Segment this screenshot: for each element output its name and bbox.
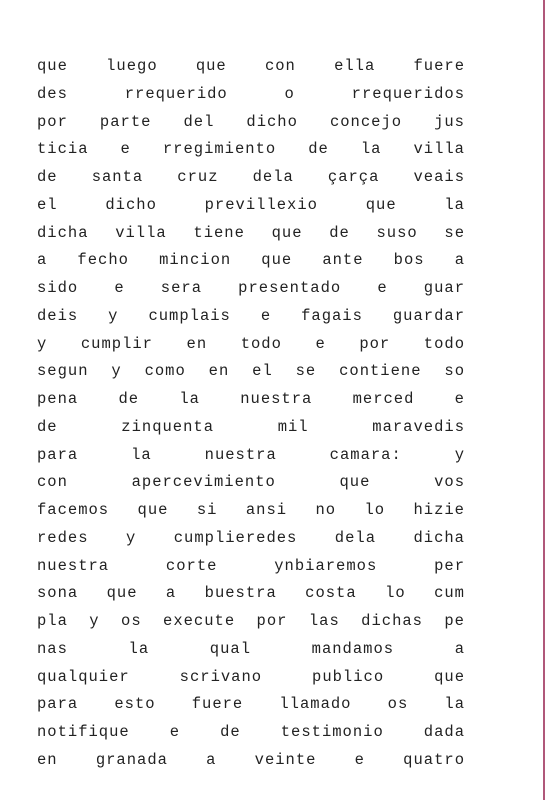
text-line: de zinquenta mil maravedis — [37, 417, 465, 436]
text-line: nuestra corte ynbiaremos per — [37, 556, 465, 575]
text-line: que luego que con ella fuere — [37, 57, 465, 75]
text-line: pena de la nuestra merced e — [37, 390, 465, 408]
text-line: a fecho mincion que ante bos a — [37, 251, 465, 270]
text-line: deis y cumplais e fagais guardar — [37, 306, 465, 325]
text-line: de santa cruz dela çarça veais — [37, 168, 465, 186]
text-line: para la nuestra camara: y — [37, 445, 465, 464]
text-line: des rrequerido o rrequeridos — [37, 84, 465, 103]
text-line: por parte del dicho concejo jus — [37, 112, 465, 131]
text-line: redes y cumplieredes dela dicha — [37, 528, 465, 547]
text-line: sona que a buestra costa lo cum — [37, 584, 465, 603]
text-line: y cumplir en todo e por todo — [37, 334, 465, 353]
text-line: con apercevimiento que vos — [37, 473, 465, 492]
text-line: dicha villa tiene que de suso se — [37, 223, 465, 242]
text-line: qualquier scrivano publico que — [37, 667, 465, 686]
page-edge-rule — [543, 0, 545, 800]
text-line: pla y os execute por las dichas pe — [37, 612, 465, 630]
text-line: facemos que si ansi no lo hizie — [37, 501, 465, 519]
text-line: el dicho previllexio que la — [37, 195, 465, 214]
transcription-text-block — [37, 53, 465, 775]
text-line: para esto fuere llamado os la — [37, 695, 465, 714]
text-line: segun y como en el se contiene so — [37, 362, 465, 381]
text-line: notifique e de testimonio dada — [37, 723, 465, 741]
text-line: ticia e rregimiento de la villa — [37, 140, 465, 159]
text-line: en granada a veinte e quatro — [37, 750, 465, 769]
text-line: nas la qual mandamos a — [37, 639, 465, 658]
text-line: sido e sera presentado e guar — [37, 279, 465, 297]
